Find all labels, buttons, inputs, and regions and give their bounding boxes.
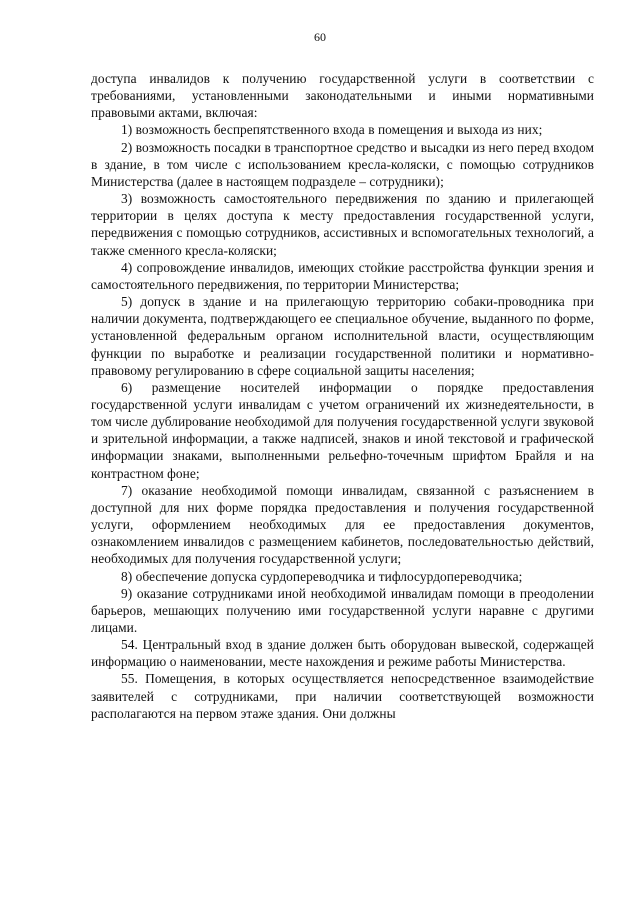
list-item-9: 9) оказание сотрудниками иной необходимой инвалидам помощи в преодолении барьеров, мешающих получению ими государственной услуги наравне с другими лицами. — [91, 585, 594, 635]
document-body — [91, 70, 594, 722]
page-number: 60 — [314, 30, 326, 44]
list-item-8: 8) обеспечение допуска сурдопереводчика и тифлосурдопереводчика; — [121, 568, 523, 584]
list-item-5: 5) допуск в здание и на прилегающую территорию собаки-проводника при наличии документа, подтверждающего ее специальное обучение, выданного по форме, установленной федеральным органом исполнительной власти, осуществляющим функции по выработке и реализации государственной политики и нормативно-правовому регулированию в сфере социальной защиты населения; — [91, 294, 594, 378]
list-item-2: 2) возможность посадки в транспортное средство и высадки из него перед входом в здание, в том числе с использованием кресла-коляски, с помощью сотрудников Министерства (далее в настоящем подразделе – сотрудники); — [91, 139, 594, 189]
clause-55: 55. Помещения, в которых осуществляется непосредственное взаимодействие заявителей с сотрудниками, при наличии соответствующей возможности располагаются на первом этаже здания. Они должны — [91, 671, 594, 721]
list-item-3: 3) возможность самостоятельного передвижения по зданию и прилегающей территории в целях доступа к месту предоставления государственной услуги, передвижения с помощью сотрудников, ассистивных и вспомогательных технологий, а также сменного кресла-коляски; — [91, 191, 594, 258]
clause-54: 54. Центральный вход в здание должен быть оборудован вывеской, содержащей информацию о наименовании, месте нахождения и режиме работы Министерства. — [91, 637, 594, 670]
list-item-4: 4) сопровождение инвалидов, имеющих стойкие расстройства функции зрения и самостоятельного передвижения, по территории Министерства; — [91, 259, 594, 292]
list-item-7: 7) оказание необходимой помощи инвалидам, связанной с разъяснением в доступной для них форме порядка предоставления и получения государственной услуги, оформлением необходимых для ее предоставления документов, ознакомлением инвалидов с размещением кабинетов, последовательностью действий, необходимых для получения государственной услуги; — [91, 482, 594, 567]
list-item-1: 1) возможность беспрепятственного входа в помещения и выхода из них; — [121, 122, 543, 138]
paragraph-access-continuation: доступа инвалидов к получению государственной услуги в соответствии с требованиями, установленными законодательными и иными нормативными правовыми актами, включая: — [91, 71, 594, 121]
list-item-6: 6) размещение носителей информации о порядке предоставления государственной услуги инвалидам с учетом ограничений их жизнедеятельности, в том числе дублирование необходимой для получения государственной услуги звуковой и зрительной информации, а также надписей, знаков и иной текстовой и графической информации знаками, выполненными рельефно-точечным шрифтом Брайля и на контрастном фоне; — [91, 379, 594, 481]
